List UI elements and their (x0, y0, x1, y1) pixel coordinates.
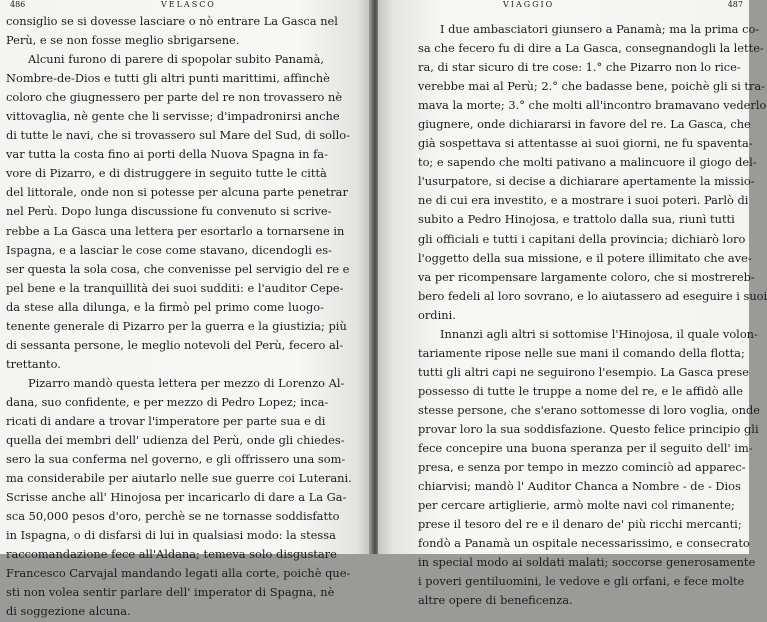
text-line: rebbe a La Gasca una lettera per esortarlo a tornarsene in (6, 223, 345, 238)
text-line: coloro che giugnessero per parte del re non trovassero nè (6, 90, 343, 105)
left-page (0, 0, 372, 619)
text-line: to; e sapendo che molti pativano a malincuore il giogo del- (418, 155, 757, 170)
text-line: sero la sua conferma nel governo, e gli offrissero una som- (6, 452, 346, 467)
text-line: gli officiali e tutti i capitani della provincia; dichiarò loro (418, 231, 746, 246)
text-line: ma considerabile per aiutarlo nelle sue guerre coi Luterani. (6, 471, 352, 486)
text-line: in Ispagna, o di disfarsi di lui in qualsiasi modo: la stessa (6, 528, 336, 543)
right-page (378, 0, 767, 608)
text-line: bero fedeli al loro sovrano, e lo aiutassero ad eseguire i suoi (418, 288, 767, 303)
text-line: possesso di tutte le truppe a nome del re, e le affidò alle (418, 383, 744, 398)
left-running-head (6, 0, 372, 14)
text-line: vittovaglia, nè gente che li servisse; d'impadronirsi anche (6, 109, 340, 124)
text-line: in special modo ai soldati malati; soccorse generosamente (418, 555, 756, 570)
text-line: stesse persone, che s'erano sottomesse di loro voglia, onde (418, 402, 760, 417)
text-line: tenente generale di Pizarro per la guerra e la giustizia; più (6, 318, 347, 333)
text-line: Ispagna, e a lasciar le cose come stavano, dicendogli es- (6, 242, 332, 257)
text-line: fondò a Panamà un ospitale necessarissimo, e consecrato (418, 536, 750, 551)
text-line: verebbe mai al Perù; 2.° che badasse bene, poichè gli si tra- (418, 79, 766, 94)
text-line: Innanzi agli altri si sottomise l'Hinojosa, il quale volon- (440, 326, 758, 341)
text-line: subito a Pedro Hinojosa, e trattolo dalla sua, riunì tutti (418, 212, 735, 227)
left-running-title: VELASCO (161, 0, 216, 9)
right-running-title: VIAGGIO (503, 0, 555, 9)
text-line: ne di cui era investito, e a mostrare i suoi poteri. Parlò di (418, 193, 749, 208)
text-line: Francesco Carvajal mandando legati alla corte, poichè que- (6, 566, 351, 581)
text-line: raccomandazione fece all'Aldana; temeva solo disgustare (6, 547, 337, 562)
right-page-text (418, 20, 767, 610)
text-line: sti non volea sentir parlare dell' imperator di Spagna, nè (6, 585, 335, 600)
text-line: ricati di andare a trovar l'imperatore per parte sua e di (6, 413, 326, 428)
text-line: chiarvisi; mandò l' Auditor Chanca a Nombre - de - Dios (418, 479, 741, 494)
text-line: nel Perù. Dopo lunga discussione fu convenuto si scrive- (6, 204, 332, 219)
text-line: quella dei membri dell' udienza del Perù, onde gli chiedes- (6, 433, 345, 448)
text-line: già sospettava si attentasse ai suoi giorni, ne fu spaventa- (418, 136, 753, 151)
text-line: pel bene e la tranquillità dei suoi sudditi: e l'auditor Cepe- (6, 280, 344, 295)
text-line: prese il tesoro del re e il denaro de' più ricchi mercanti; (418, 517, 742, 532)
text-line: di soggezione alcuna. (6, 604, 131, 619)
text-line: del littorale, onde non si potesse per alcuna parte penetrar (6, 185, 348, 200)
text-line: ser questa la sola cosa, che convenisse pel servigio del re e (6, 261, 350, 276)
text-line: fece concepire una buona speranza per il seguito dell' im- (418, 441, 753, 456)
text-line: l'oggetto della sua missione, e il potere illimitato che ave- (418, 250, 752, 265)
text-line: va per ricompensare largamente coloro, che si mostrereb- (418, 269, 755, 284)
text-line: Nombre-de-Dios e tutti gli altri punti marittimi, affinchè (6, 71, 330, 86)
text-line: altre opere di beneficenza. (418, 593, 573, 608)
text-line: ordini. (418, 307, 456, 322)
text-line: vore di Pizarro, e di distruggere in seguito tutte le città (6, 166, 327, 181)
text-line: di sessanta persone, le meglio notevoli del Perù, fecero al- (6, 337, 344, 352)
text-line: sa che fecero fu di dire a La Gasca, consegnandogli la lette- (418, 41, 764, 56)
text-line: tutti gli altri capi ne seguirono l'esempio. La Gasca prese (418, 364, 749, 379)
text-line: giugnere, onde dichiararsi in favore del re. La Gasca, che (418, 117, 751, 132)
text-line: per cercare artiglierie, armò molte navi col rimanente; (418, 498, 735, 513)
text-line: trettanto. (6, 356, 61, 371)
text-line: presa, e senza por tempo in mezzo cominciò ad apparec- (418, 460, 746, 475)
text-line: i poveri gentiluomini, le vedove e gli orfani, e fece molte (418, 574, 745, 589)
text-line: di tutte le navi, che si trovassero sul Mare del Sud, di sollo- (6, 128, 351, 143)
text-line: mava la morte; 3.° che molti all'incontro bramavano vederlo (418, 98, 767, 113)
left-page-number: 486 (10, 0, 26, 9)
text-line: l'usurpatore, si decise a dichiarare apertamente la missio- (418, 174, 755, 189)
text-line: ra, di star sicuro di tre cose: 1.° che Pizarro non lo rice- (418, 60, 741, 75)
text-line: dana, suo confidente, e per mezzo di Pedro Lopez; inca- (6, 394, 329, 409)
text-line: Pizarro mandò questa lettera per mezzo di Lorenzo Al- (28, 375, 345, 390)
text-line: Alcuni furono di parere di spopolar subito Panamà, (28, 52, 324, 67)
text-line: I due ambasciatori giunsero a Panamà; ma la prima co- (440, 22, 760, 36)
text-line: provar loro la sua soddisfazione. Questo felice principio gli (418, 421, 759, 436)
text-line: var tutta la costa fino ai porti della Nuova Spagna in fa- (6, 147, 328, 162)
text-line: sca 50,000 pesos d'oro, perchè se ne tornasse soddisfatto (6, 509, 340, 524)
left-page-text (6, 12, 352, 622)
text-line: Scrisse anche all' Hinojosa per incaricarlo di dare a La Ga- (6, 490, 347, 505)
text-line: da stese alla dilunga, e la firmò pel primo come luogo- (6, 299, 324, 314)
text-line: consiglio se si dovesse lasciare o nò entrare La Gasca nel (6, 14, 338, 28)
text-line: tariamente ripose nelle sue mani il comando della flotta; (418, 345, 745, 360)
right-page-number: 487 (727, 0, 743, 9)
text-line: Perù, e se non fosse meglio sbrigarsene. (6, 33, 240, 48)
right-running-head (418, 0, 749, 14)
